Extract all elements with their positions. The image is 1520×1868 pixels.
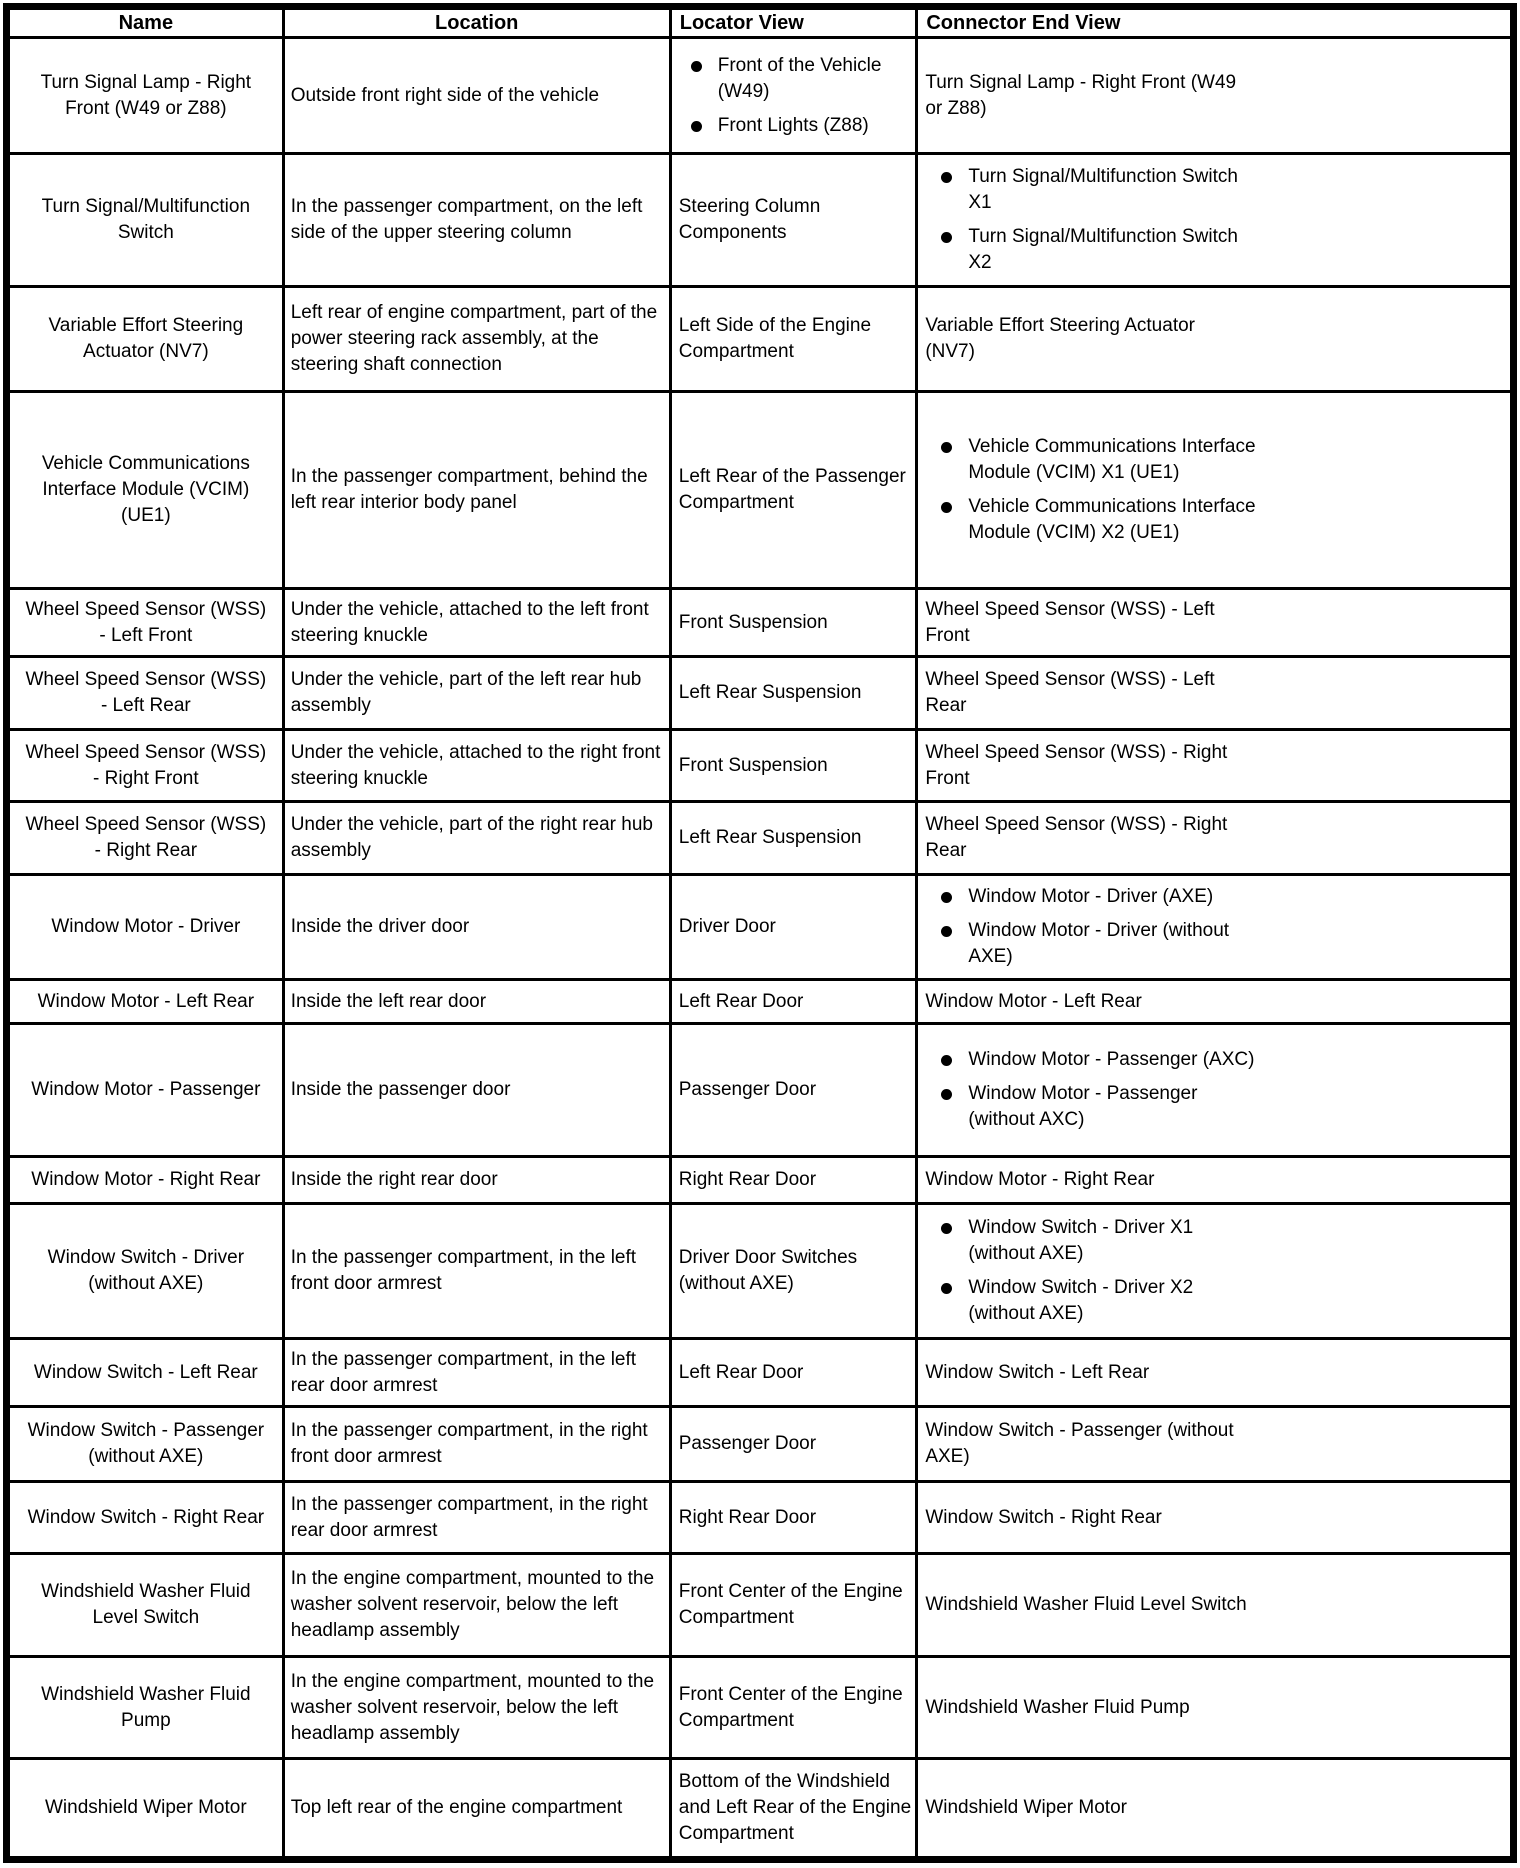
locator-view-cell (670, 1482, 917, 1554)
cell-text: Wheel Speed Sensor (WSS) - Left Front (925, 598, 1215, 646)
connector-end-view-cell (917, 392, 1514, 589)
table-row (7, 154, 1514, 287)
locator-view-cell (670, 1204, 917, 1339)
bullet-text: Window Motor - Driver (without AXE) (968, 920, 1230, 967)
bullet-icon (941, 926, 952, 937)
bullet-item (925, 224, 1507, 276)
name-cell (7, 657, 284, 730)
bullet-item (925, 164, 1507, 216)
locator-view-cell (670, 287, 917, 392)
connector-end-view-cell (917, 802, 1514, 875)
bullet-icon (941, 1223, 952, 1234)
table-row (7, 1482, 1514, 1554)
cell-text: Bottom of the Windshield and Left Rear of the Engine Compartment (678, 1771, 912, 1844)
connector-end-view-cell (917, 1759, 1514, 1860)
cell-text: In the passenger compartment, in the right front door armrest (290, 1420, 648, 1467)
bullet-icon (941, 502, 952, 513)
bullet-item (679, 53, 914, 105)
cell-text: Top left rear of the engine compartment (290, 1797, 623, 1818)
cell-text: Passenger Door (678, 1079, 817, 1100)
bullet-text: Front of the Vehicle (W49) (717, 54, 882, 102)
table-row (7, 657, 1514, 730)
cell-text: Variable Effort Steering Actuator (NV7) (925, 315, 1195, 362)
cell-text: Window Motor - Passenger (31, 1079, 261, 1100)
cell-text: Passenger Door (678, 1433, 817, 1454)
cell-text: Under the vehicle, attached to the right front steering knuckle (290, 741, 661, 789)
table-row (7, 1157, 1514, 1204)
column-header-locator-view: Locator View (670, 7, 917, 38)
locator-view-cell (670, 802, 917, 875)
connector-end-view-cell (917, 287, 1514, 392)
name-cell (7, 287, 284, 392)
cell-text: Window Switch - Right Rear (27, 1506, 265, 1528)
cell-text: Window Switch - Driver (without AXE) (47, 1247, 245, 1294)
column-header-location: Location (283, 7, 670, 38)
table-row (7, 1204, 1514, 1339)
connector-end-view-cell (917, 980, 1514, 1024)
cell-text: Turn Signal Lamp - Right Front (W49 or Z88) (40, 71, 252, 119)
name-cell (7, 980, 284, 1024)
bullet-text: Vehicle Communications Interface Module (VCIM) X1 (UE1) (968, 436, 1256, 483)
bullet-text: Window Motor - Passenger (AXC) (968, 1049, 1255, 1070)
cell-text: In the engine compartment, mounted to the washer solvent reservoir, below the left headlamp assembly (290, 1568, 655, 1641)
table-row (7, 802, 1514, 875)
bullet-item (925, 434, 1507, 486)
cell-text: Wheel Speed Sensor (WSS) - Right Rear (25, 814, 267, 861)
cell-text: Window Motor - Left Rear (925, 990, 1142, 1012)
cell-text: Wheel Speed Sensor (WSS) - Right Rear (925, 814, 1228, 861)
name-cell (7, 1157, 284, 1204)
cell-text: Right Rear Door (678, 1169, 817, 1190)
name-cell (7, 38, 284, 154)
cell-text: Inside the driver door (290, 916, 470, 937)
bullet-text: Window Switch - Driver X1 (without AXE) (968, 1217, 1194, 1264)
cell-text: Front Center of the Engine Compartment (678, 1683, 903, 1731)
table-row (7, 392, 1514, 589)
cell-text: Inside the right rear door (290, 1169, 498, 1190)
bullet-text: Window Motor - Driver (AXE) (968, 886, 1214, 907)
table-row (7, 1759, 1514, 1860)
cell-text: Window Switch - Right Rear (925, 1506, 1162, 1528)
cell-text: Wheel Speed Sensor (WSS) - Right Front (925, 741, 1228, 789)
location-cell (283, 1554, 670, 1657)
table-row (7, 38, 1514, 154)
cell-text: Under the vehicle, part of the left rear hub assembly (290, 669, 642, 716)
connector-end-view-cell (917, 1554, 1514, 1657)
locator-view-cell (670, 875, 917, 980)
cell-text: In the engine compartment, mounted to the washer solvent reservoir, below the left headlamp assembly (290, 1670, 655, 1744)
bullet-list (925, 434, 1507, 546)
bullet-text: Window Switch - Driver X2 (without AXE) (968, 1277, 1194, 1324)
bullet-item (925, 918, 1507, 970)
cell-text: Inside the passenger door (290, 1079, 511, 1100)
locator-view-cell (670, 1024, 917, 1157)
name-cell (7, 1204, 284, 1339)
cell-text: Window Switch - Passenger (without AXE) (27, 1420, 265, 1467)
table-row (7, 1657, 1514, 1759)
table-row (7, 1024, 1514, 1157)
location-cell (283, 1657, 670, 1759)
cell-text: In the passenger compartment, in the left front door armrest (290, 1247, 637, 1294)
location-cell (283, 1482, 670, 1554)
locator-view-cell (670, 1339, 917, 1407)
table-row (7, 1554, 1514, 1657)
cell-text: Driver Door Switches (without AXE) (678, 1247, 858, 1294)
bullet-icon (691, 61, 702, 72)
name-cell (7, 1657, 284, 1759)
cell-text: Under the vehicle, part of the right rear hub assembly (290, 814, 653, 861)
bullet-item (679, 113, 914, 139)
cell-text: Left Rear Door (678, 990, 804, 1012)
connector-end-view-cell (917, 875, 1514, 980)
table-row (7, 730, 1514, 802)
table-row (7, 589, 1514, 657)
cell-text: Window Switch - Left Rear (925, 1361, 1150, 1383)
bullet-list (679, 53, 914, 139)
connector-end-view-cell (917, 589, 1514, 657)
cell-text: Windshield Washer Fluid Level Switch (925, 1594, 1247, 1615)
bullet-text: Turn Signal/Multifunction Switch X1 (968, 166, 1238, 213)
cell-text: Left Rear Suspension (678, 682, 862, 703)
cell-text: Wheel Speed Sensor (WSS) - Left Rear (925, 669, 1215, 716)
cell-text: Window Switch - Left Rear (33, 1361, 258, 1383)
locator-view-cell (670, 589, 917, 657)
bullet-item (925, 1081, 1507, 1133)
locator-view-cell (670, 1157, 917, 1204)
name-cell (7, 1024, 284, 1157)
bullet-item (925, 884, 1507, 910)
bullet-text: Front Lights (Z88) (717, 114, 869, 136)
name-cell (7, 1339, 284, 1407)
cell-text: Variable Effort Steering Actuator (NV7) (48, 315, 244, 362)
name-cell (7, 392, 284, 589)
bullet-text: Window Motor - Passenger (without AXC) (968, 1083, 1198, 1130)
bullet-icon (691, 121, 702, 132)
bullet-icon (941, 442, 952, 453)
cell-text: Window Motor - Left Rear (37, 990, 255, 1012)
location-cell (283, 589, 670, 657)
bullet-list (925, 164, 1507, 276)
bullet-icon (941, 232, 952, 243)
cell-text: In the passenger compartment, in the right rear door armrest (290, 1493, 648, 1541)
bullet-list (925, 1215, 1507, 1327)
name-cell (7, 1482, 284, 1554)
locator-view-cell (670, 730, 917, 802)
locator-view-cell (670, 1657, 917, 1759)
header-row (7, 7, 1514, 38)
table-row (7, 1339, 1514, 1407)
bullet-item (925, 1215, 1507, 1267)
cell-text: Left rear of engine compartment, part of the power steering rack assembly, at the steering shaft connection (290, 302, 658, 375)
location-cell (283, 1157, 670, 1204)
cell-text: Left Rear of the Passenger Compartment (678, 466, 906, 513)
name-cell (7, 1407, 284, 1482)
location-cell (283, 730, 670, 802)
bullet-item (925, 1047, 1507, 1073)
bullet-icon (941, 172, 952, 183)
bullet-text: Turn Signal/Multifunction Switch X2 (968, 226, 1238, 273)
location-cell (283, 38, 670, 154)
connector-end-view-cell (917, 1482, 1514, 1554)
name-cell (7, 589, 284, 657)
cell-text: Steering Column Components (678, 196, 821, 243)
connector-end-view-cell (917, 1024, 1514, 1157)
table-row (7, 287, 1514, 392)
bullet-item (925, 494, 1507, 546)
location-cell (283, 875, 670, 980)
cell-text: Front Center of the Engine Compartment (678, 1581, 903, 1628)
bullet-icon (941, 892, 952, 903)
bullet-item (925, 1275, 1507, 1327)
cell-text: Window Switch - Passenger (without AXE) (925, 1420, 1234, 1467)
cell-text: In the passenger compartment, on the left side of the upper steering column (290, 196, 643, 243)
connector-end-view-cell (917, 154, 1514, 287)
connector-views-table (3, 3, 1517, 1863)
cell-text: Windshield Washer Fluid Pump (925, 1696, 1190, 1718)
cell-text: Outside front right side of the vehicle (290, 84, 600, 106)
table-row (7, 875, 1514, 980)
cell-text: Turn Signal/Multifunction Switch (41, 196, 251, 243)
location-cell (283, 1407, 670, 1482)
connector-end-view-cell (917, 1204, 1514, 1339)
name-cell (7, 730, 284, 802)
cell-text: Wheel Speed Sensor (WSS) - Right Front (25, 741, 267, 789)
cell-text: Window Motor - Driver (51, 916, 241, 937)
cell-text: Front Suspension (678, 754, 828, 776)
location-cell (283, 392, 670, 589)
cell-text: In the passenger compartment, in the left rear door armrest (290, 1348, 637, 1396)
name-cell (7, 1759, 284, 1860)
locator-view-cell (670, 980, 917, 1024)
cell-text: Right Rear Door (678, 1506, 817, 1528)
connector-end-view-cell (917, 38, 1514, 154)
table-row (7, 980, 1514, 1024)
cell-text: Front Suspension (678, 611, 828, 633)
location-cell (283, 154, 670, 287)
cell-text: Left Rear Suspension (678, 827, 862, 848)
cell-text: Window Motor - Right Rear (31, 1169, 261, 1190)
cell-text: Left Rear Door (678, 1361, 804, 1383)
cell-text: In the passenger compartment, behind the left rear interior body panel (290, 466, 648, 513)
bullet-list (925, 884, 1507, 970)
locator-view-cell (670, 154, 917, 287)
cell-text: Wheel Speed Sensor (WSS) - Left Rear (25, 669, 267, 716)
name-cell (7, 875, 284, 980)
location-cell (283, 1024, 670, 1157)
bullet-list (925, 1047, 1507, 1133)
locator-view-cell (670, 657, 917, 730)
locator-view-cell (670, 392, 917, 589)
name-cell (7, 154, 284, 287)
bullet-icon (941, 1089, 952, 1100)
locator-view-cell (670, 1759, 917, 1860)
cell-text: Windshield Wiper Motor (45, 1797, 247, 1818)
cell-text: Under the vehicle, attached to the left front steering knuckle (290, 598, 649, 646)
name-cell (7, 802, 284, 875)
table-body (7, 38, 1514, 1860)
location-cell (283, 802, 670, 875)
cell-text: Inside the left rear door (290, 990, 487, 1012)
location-cell (283, 1339, 670, 1407)
table-row (7, 1407, 1514, 1482)
locator-view-cell (670, 1407, 917, 1482)
cell-text: Left Side of the Engine Compartment (678, 315, 872, 362)
connector-end-view-cell (917, 730, 1514, 802)
connector-end-view-cell (917, 1657, 1514, 1759)
column-header-connector-end-view: Connector End View (917, 7, 1514, 38)
cell-text: Windshield Washer Fluid Pump (41, 1683, 251, 1731)
cell-text: Windshield Washer Fluid Level Switch (41, 1581, 251, 1628)
bullet-icon (941, 1055, 952, 1066)
cell-text: Window Motor - Right Rear (925, 1169, 1155, 1190)
location-cell (283, 980, 670, 1024)
connector-end-view-cell (917, 1407, 1514, 1482)
locator-view-cell (670, 38, 917, 154)
bullet-text: Vehicle Communications Interface Module (VCIM) X2 (UE1) (968, 496, 1256, 543)
bullet-icon (941, 1283, 952, 1294)
column-header-name: Name (7, 7, 284, 38)
cell-text: Vehicle Communications Interface Module (VCIM) (UE1) (41, 453, 250, 526)
location-cell (283, 1759, 670, 1860)
name-cell (7, 1554, 284, 1657)
location-cell (283, 1204, 670, 1339)
connector-end-view-cell (917, 1157, 1514, 1204)
connector-end-view-cell (917, 657, 1514, 730)
cell-text: Windshield Wiper Motor (925, 1797, 1127, 1818)
locator-view-cell (670, 1554, 917, 1657)
location-cell (283, 287, 670, 392)
connector-end-view-cell (917, 1339, 1514, 1407)
cell-text: Wheel Speed Sensor (WSS) - Left Front (25, 598, 267, 646)
cell-text: Turn Signal Lamp - Right Front (W49 or Z88) (925, 71, 1237, 119)
cell-text: Driver Door (678, 916, 776, 937)
location-cell (283, 657, 670, 730)
